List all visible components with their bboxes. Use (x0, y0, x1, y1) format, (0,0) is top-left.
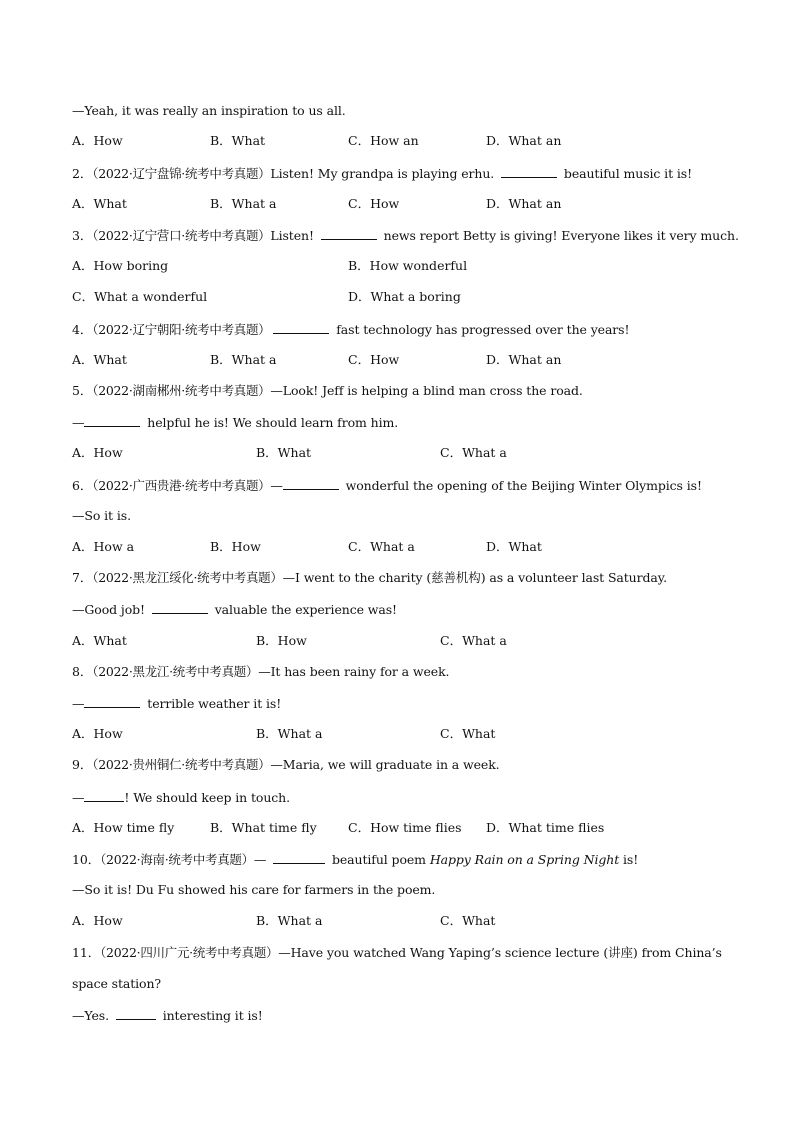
stem-text: is! (623, 852, 639, 867)
option-d: D．What an (486, 196, 562, 211)
option-c: C．How time flies (348, 820, 462, 835)
reply-text: valuable the experience was! (214, 602, 397, 617)
question-source: （2022·辽宁朝阳·统考中考真题） (92, 322, 271, 337)
reply-text: ! We should keep in touch. (124, 790, 291, 805)
question-number: 5． (72, 383, 93, 398)
stem-text: —Maria, we will graduate in a week. (270, 757, 500, 772)
q3-options-row1 (72, 258, 734, 274)
q2-stem (72, 165, 734, 182)
answer-blank[interactable] (273, 321, 329, 334)
q2-options (72, 196, 734, 212)
option-b: B．How (210, 539, 261, 554)
q11-reply (72, 1007, 734, 1024)
option-a: A．How (72, 133, 123, 148)
option-a: A．How (72, 913, 123, 928)
option-c: C．How an (348, 133, 419, 148)
q9-stem (72, 757, 734, 773)
q6-reply: —So it is. (72, 508, 131, 523)
option-c: C．How (348, 352, 400, 367)
reply-text: —Good job! (72, 602, 145, 617)
question-number: 2． (72, 166, 93, 181)
option-a: A．How (72, 445, 123, 460)
answer-blank[interactable] (152, 601, 208, 614)
option-d: D．What time flies (486, 820, 605, 835)
q6-options (72, 539, 734, 555)
option-a: A．How time fly (72, 820, 175, 835)
option-c: C．What a wonderful (72, 289, 208, 304)
option-a: A．How (72, 726, 123, 741)
q3-options-row2 (72, 289, 734, 305)
option-d: D．What an (486, 352, 562, 367)
question-source: （2022·黑龙江绥化·统考中考真题） (92, 570, 283, 585)
poem-title: Happy Rain on a Spring Night (429, 852, 620, 867)
question-number: 7． (72, 570, 93, 585)
option-c: C．What a (348, 539, 415, 554)
q7-reply (72, 601, 734, 618)
q10-stem (72, 851, 734, 868)
option-b: B．What a (210, 352, 277, 367)
reply-text: interesting it is! (162, 1008, 263, 1023)
q7-options (72, 633, 734, 649)
option-a: A．What (72, 633, 127, 648)
option-c: C．What (440, 913, 496, 928)
q5-reply (72, 414, 734, 431)
question-source: （2022·辽宁盘锦·统考中考真题） (92, 166, 271, 181)
option-b: B．How (256, 633, 307, 648)
question-number: 4． (72, 322, 93, 337)
dash: — (72, 696, 85, 711)
stem-text: Listen! My grandpa is playing erhu. (270, 166, 495, 181)
q10-options (72, 913, 734, 929)
question-number: 10． (72, 852, 101, 867)
stem-text: —Have you watched Wang Yaping’s science lecture (讲座) from China’s (278, 945, 722, 960)
q8-stem (72, 664, 734, 680)
question-source: （2022·辽宁营口·统考中考真题） (92, 228, 271, 243)
question-source: （2022·贵州铜仁·统考中考真题） (92, 757, 271, 772)
q7-stem (72, 570, 734, 586)
option-b: B．What (210, 133, 266, 148)
answer-blank[interactable] (84, 789, 124, 802)
stem-text: —Look! Jeff is helping a blind man cross the road. (270, 383, 583, 398)
stem-text: news report Betty is giving! Everyone likes it very much. (383, 228, 739, 243)
option-d: D．What an (486, 133, 562, 148)
q1-reply: —Yeah, it was really an inspiration to us all. (72, 103, 346, 118)
option-a: A．What (72, 352, 127, 367)
q4-stem (72, 321, 734, 338)
q9-reply (72, 789, 734, 806)
q3-stem (72, 227, 739, 244)
reply-text: —Yes. (72, 1008, 109, 1023)
stem-text: beautiful music it is! (563, 166, 693, 181)
option-b: B．What a (256, 726, 323, 741)
option-b: B．What a (210, 196, 277, 211)
option-c: C．How (348, 196, 400, 211)
stem-text: —It has been rainy for a week. (258, 664, 450, 679)
dash: — (72, 415, 85, 430)
option-b: B．What (256, 445, 312, 460)
stem-text: fast technology has progressed over the years! (336, 322, 630, 337)
option-d: D．What a boring (348, 289, 461, 304)
question-source: （2022·广西贵港·统考中考真题） (92, 478, 271, 493)
stem-text: wonderful the opening of the Beijing Winter Olympics is! (345, 478, 702, 493)
option-d: D．What (486, 539, 542, 554)
q5-options (72, 445, 734, 461)
answer-blank[interactable] (273, 851, 325, 864)
q1-options (72, 133, 734, 149)
q11-stem-cont: space station? (72, 976, 162, 991)
dash: — (253, 852, 267, 867)
answer-blank[interactable] (116, 1007, 156, 1020)
answer-blank[interactable] (84, 414, 140, 427)
q8-reply (72, 695, 734, 712)
reply-text: helpful he is! We should learn from him. (147, 415, 399, 430)
answer-blank[interactable] (321, 227, 377, 240)
q6-stem (72, 477, 734, 494)
option-a: A．How boring (72, 258, 169, 273)
q11-stem (72, 945, 734, 961)
option-a: A．How a (72, 539, 135, 554)
option-c: C．What a (440, 633, 507, 648)
question-number: 11． (72, 945, 101, 960)
question-number: 6． (72, 478, 93, 493)
dash: — (72, 790, 85, 805)
option-a: A．What (72, 196, 127, 211)
q9-options (72, 820, 734, 836)
question-source: （2022·黑龙江·统考中考真题） (92, 664, 259, 679)
question-source: （2022·海南·统考中考真题） (100, 852, 254, 867)
question-number: 8． (72, 664, 93, 679)
q10-reply: —So it is! Du Fu showed his care for farmers in the poem. (72, 882, 436, 897)
stem-text: Listen! (270, 228, 314, 243)
option-c: C．What (440, 726, 496, 741)
q4-options (72, 352, 734, 368)
dash: — (270, 478, 283, 493)
question-number: 9． (72, 757, 93, 772)
stem-text: —I went to the charity (慈善机构) as a volunteer last Saturday. (282, 570, 667, 585)
option-b: B．What a (256, 913, 323, 928)
option-b: B．What time fly (210, 820, 317, 835)
answer-blank[interactable] (283, 477, 339, 490)
stem-text: beautiful poem (331, 852, 426, 867)
question-source: （2022·湖南郴州·统考中考真题） (92, 383, 271, 398)
option-c: C．What a (440, 445, 507, 460)
q8-options (72, 726, 734, 742)
question-number: 3． (72, 228, 93, 243)
q5-stem (72, 383, 734, 399)
answer-blank[interactable] (84, 695, 140, 708)
option-b: B．How wonderful (348, 258, 468, 273)
reply-text: terrible weather it is! (147, 696, 282, 711)
answer-blank[interactable] (501, 165, 557, 178)
question-source: （2022·四川广元·统考中考真题） (100, 945, 279, 960)
